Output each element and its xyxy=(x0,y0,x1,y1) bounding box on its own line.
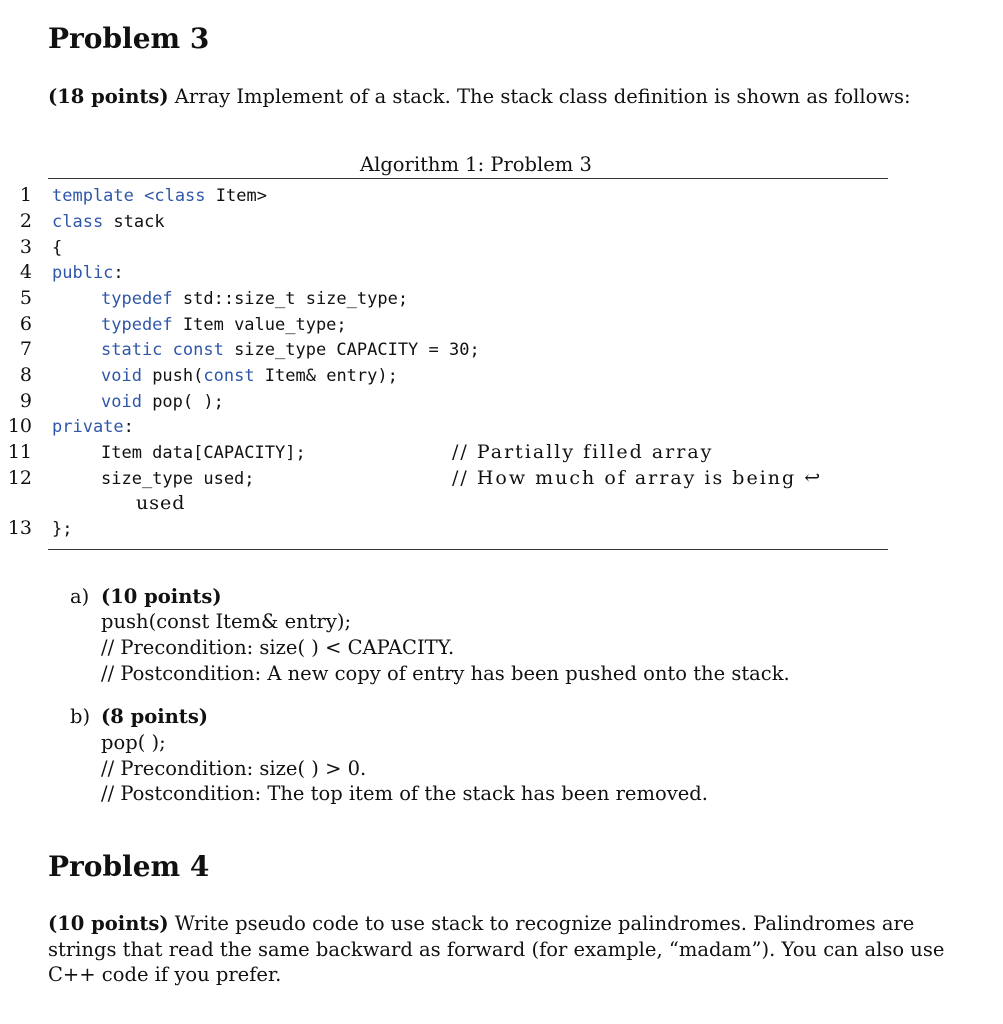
line-number: 4 xyxy=(19,261,32,283)
code-line-11: Item data[CAPACITY]; xyxy=(101,443,306,463)
problem4-line-2: strings that read the same backward as forward (for example, “madam”). You can also use xyxy=(48,938,945,961)
code-line-6 xyxy=(101,315,347,335)
code-text: pop( ); xyxy=(141,392,224,412)
keyword: typedef xyxy=(101,289,173,309)
code-line-12: size_type used; xyxy=(101,469,255,489)
line-number: 1 xyxy=(19,184,32,206)
code-comment-11: // Partially filled array xyxy=(452,441,714,463)
problem4-line-1 xyxy=(48,912,914,935)
code-text: Item& entry); xyxy=(254,366,398,386)
algorithm-caption: Algorithm 1: Problem 3 xyxy=(360,153,592,176)
line-number: 3 xyxy=(19,236,32,258)
line-number: 11 xyxy=(7,441,32,463)
algorithm-top-rule xyxy=(48,178,888,179)
line-number: 6 xyxy=(19,313,32,335)
part-b-line-2: // Precondition: size( ) > 0. xyxy=(101,757,367,780)
part-b-line-3: // Postcondition: The top item of the stack has been removed. xyxy=(101,782,708,805)
line-number: 2 xyxy=(19,210,32,232)
problem3-intro-text: Array Implement of a stack. The stack class definition is shown as follows: xyxy=(168,85,911,108)
keyword: public xyxy=(52,263,114,283)
algorithm-bottom-rule xyxy=(48,549,888,550)
line-number: 12 xyxy=(7,467,32,489)
code-line-8 xyxy=(101,366,398,386)
code-text: Item> xyxy=(205,186,267,206)
code-line-2 xyxy=(52,212,165,232)
line-number: 9 xyxy=(19,390,32,412)
code-text: std::size_t size_type; xyxy=(172,289,409,309)
keyword: void xyxy=(101,366,142,386)
keyword: static const xyxy=(101,340,224,360)
code-line-10 xyxy=(52,417,134,437)
keyword: template <class xyxy=(52,186,206,206)
keyword: private xyxy=(52,417,124,437)
code-text: : xyxy=(113,263,124,283)
part-a-line-1: push(const Item& entry); xyxy=(101,610,352,633)
keyword: void xyxy=(101,392,142,412)
keyword: typedef xyxy=(101,315,173,335)
code-line-9 xyxy=(101,392,224,412)
problem3-intro xyxy=(48,85,911,108)
code-line-13: }; xyxy=(52,519,73,539)
code-line-3: { xyxy=(52,238,63,258)
line-number: 5 xyxy=(19,287,32,309)
code-text: Item value_type; xyxy=(172,315,347,335)
code-comment-12-continued: used xyxy=(136,492,186,514)
part-b-line-1: pop( ); xyxy=(101,731,166,754)
problem4-title: Problem 4 xyxy=(48,850,210,883)
line-number: 7 xyxy=(19,338,32,360)
problem3-title: Problem 3 xyxy=(48,22,210,55)
line-number: 13 xyxy=(7,517,32,539)
problem4-text: Write pseudo code to use stack to recognize palindromes. Palindromes are xyxy=(168,912,915,935)
problem4-points: (10 points) xyxy=(48,912,169,935)
code-line-7 xyxy=(101,340,480,360)
line-number: 8 xyxy=(19,364,32,386)
keyword: const xyxy=(203,366,255,386)
code-comment-12: // How much of array is being ↩ xyxy=(452,467,823,489)
code-text: stack xyxy=(103,212,165,232)
part-a-line-2: // Precondition: size( ) < CAPACITY. xyxy=(101,636,455,659)
code-text: size_type CAPACITY = 30; xyxy=(223,340,480,360)
code-text: : xyxy=(123,417,134,437)
code-line-1 xyxy=(52,186,267,206)
keyword: class xyxy=(52,212,104,232)
line-number: 10 xyxy=(7,415,32,437)
part-b-label: b) xyxy=(70,705,91,728)
code-line-4 xyxy=(52,263,124,283)
part-a-points: (10 points) xyxy=(101,585,222,608)
part-b-points: (8 points) xyxy=(101,705,209,728)
part-a-line-3: // Postcondition: A new copy of entry has been pushed onto the stack. xyxy=(101,662,790,685)
code-text: push( xyxy=(141,366,204,386)
problem3-points: (18 points) xyxy=(48,85,169,108)
part-a-label: a) xyxy=(70,585,90,608)
problem4-line-3: C++ code if you prefer. xyxy=(48,963,282,986)
code-line-5 xyxy=(101,289,408,309)
